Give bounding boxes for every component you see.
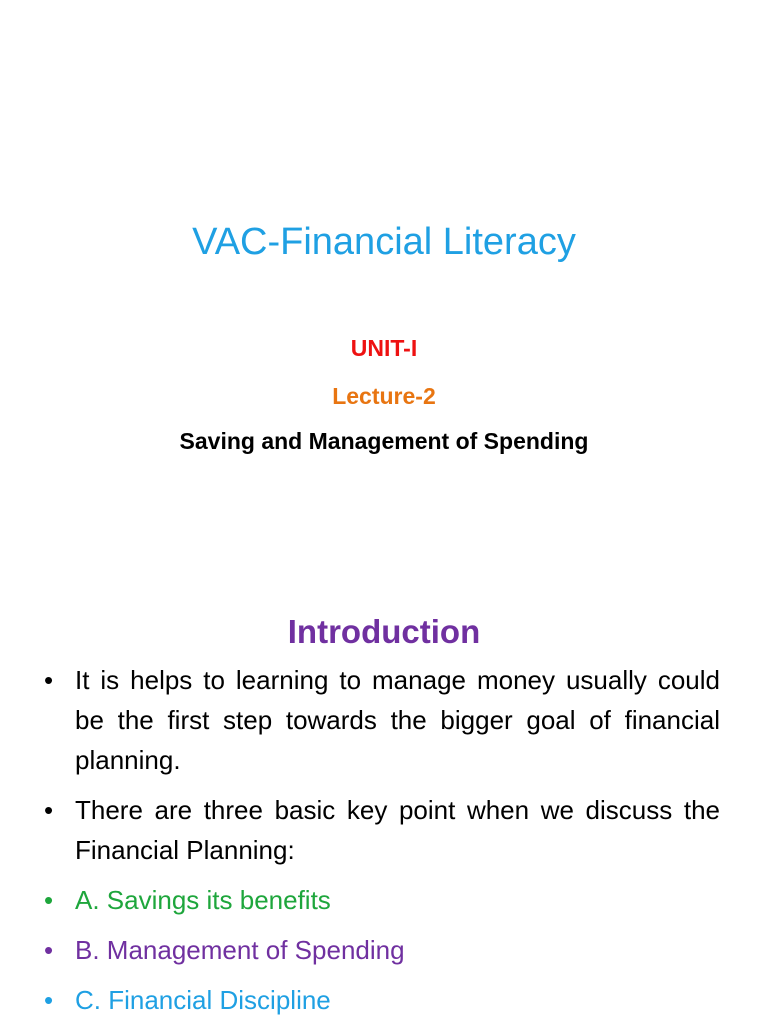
introduction-slide [0,576,768,1024]
introduction-heading: Introduction [287,613,481,650]
topic-label: Saving and Management of Spending [179,428,589,454]
bullet-dot-icon: • [44,935,54,965]
bullet-item [44,790,720,870]
bullet-text: It is helps to learning to manage money usually could be the first step towards the bigger goal of financial planning. [75,665,720,775]
bullet-item [44,660,720,780]
bullet-dot-icon: • [44,985,54,1015]
bullet-item-savings [44,880,720,920]
bullet-list [44,660,720,1030]
bullet-text: C. Financial Discipline [75,985,331,1015]
unit-label: UNIT-I [350,335,418,361]
bullet-text: B. Management of Spending [75,935,405,965]
bullet-item-discipline [44,980,720,1020]
lecture-label: Lecture-2 [332,383,436,409]
slide-title: VAC-Financial Literacy [192,221,576,263]
bullet-item-spending [44,930,720,970]
bullet-text: A. Savings its benefits [75,885,331,915]
bullet-text: There are three basic key point when we discuss the Financial Planning: [75,795,720,865]
bullet-dot-icon: • [44,885,54,915]
bullet-dot-icon: • [44,795,54,825]
bullet-dot-icon: • [44,665,54,695]
